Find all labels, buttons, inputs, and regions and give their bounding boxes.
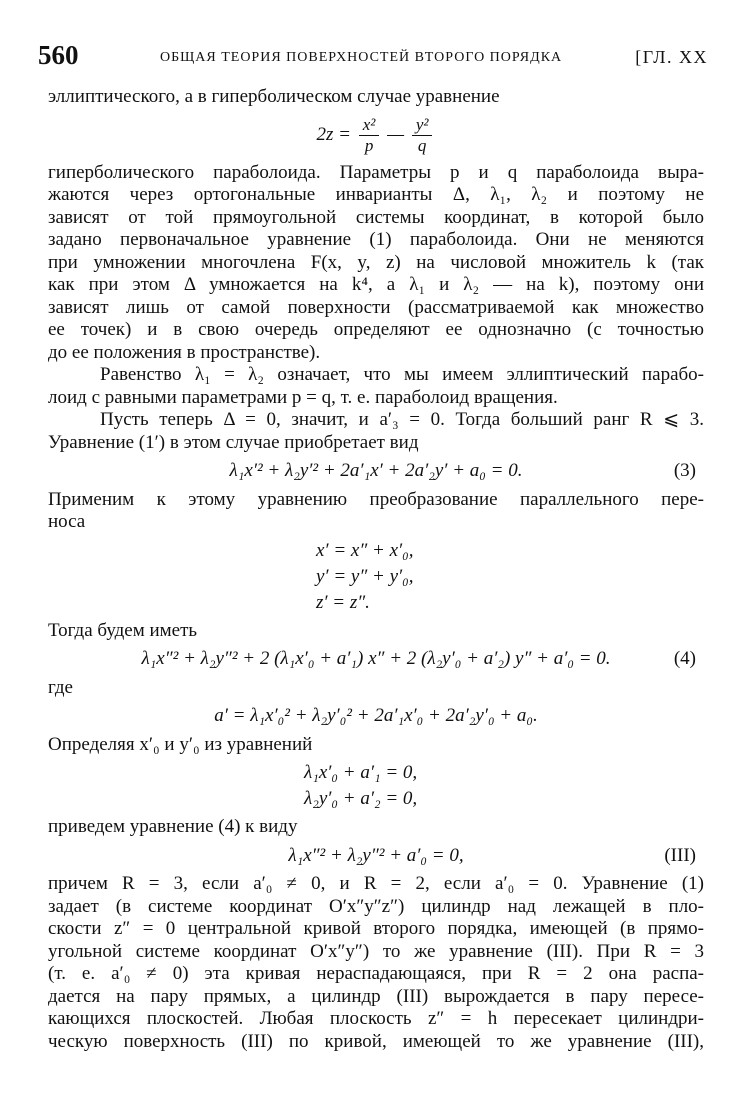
text-line: дается на пару прямых, а цилиндр (III) вырождается в пару пересе- [48,985,704,1007]
eq-lhs: 2z = [316,123,351,145]
fraction-denominator: q [417,135,427,155]
transfer-equations [316,538,414,616]
paragraph-3 [48,364,704,409]
paragraph-4 [48,409,704,454]
paragraph-8: Определяя x′₀ и y′₀ из уравнений [48,733,313,755]
paragraph-6: Тогда будем иметь [48,619,198,641]
text-line: до ее положения в пространстве). [48,341,321,363]
text-line: зависят лишь от самой поверхности (рассматриваемой как множество [48,296,704,318]
equation-number: (3) [673,460,696,481]
text-line: причем R = 3, если a′₀ ≠ 0, и R = 2, если a′₀ = 0. Уравнение (1) [48,873,704,894]
system-eq-1: λ₁x′₀ + a′₁ = 0, [304,762,418,783]
text-line: ее точек) и в свою очередь определяют ее однозначно (с точностью [48,319,704,340]
transfer-z: z′ = z″. [316,591,370,613]
eq-minus: — [387,123,405,145]
text-line: Применим к этому уравнению преобразование параллельного пере- [48,488,704,510]
equation-4 [48,648,704,671]
text-line: задано первоначальное уравнение (1) параболоида. Они не меняются [48,229,704,250]
text-line: угольной системе координат O′x″y″) то же уравнение (III). При R = 3 [48,940,704,962]
fraction-y [412,115,433,156]
text-line: кающихся плоскостей. Любая плоскость z″ = h пересекает цилиндри- [48,1008,704,1029]
paragraph-2 [48,162,704,365]
fraction-numerator: y² [412,115,433,136]
page-header [38,40,708,80]
text-line: Пусть теперь Δ = 0, значит, и a′₃ = 0. Тогда больший ранг R ⩽ 3. [100,409,704,430]
equation-number: (4) [673,648,696,669]
text-line: как при этом Δ умножается на k⁴, а λ₁ и λ₂ — на k), поэтому они [48,274,704,295]
text-line: жаются через ортогональные инварианты Δ, λ₁, λ₂ и поэтому не [48,184,704,205]
text-line: ческую поверхность (III) по кривой, имеющей то же уравнение (III), [48,1030,704,1052]
transfer-y: y′ = y″ + y′₀, [316,565,414,587]
fraction-x [359,115,380,156]
equation-hyperbolic-paraboloid [48,115,704,156]
text-line: зависят от той прямоугольной системы координат, в которой было [48,206,704,228]
equation-a-prime: a′ = λ₁x′₀² + λ₂y′₀² + 2a′₁x′₀ + 2a′₂y′₀ + a₀. [214,705,538,726]
paragraph-10 [48,873,704,1053]
text-line: лоид с равными параметрами p = q, т. е. параболоид вращения. [48,386,558,408]
chapter-label: [ГЛ. XX [635,47,708,67]
text-line: Равенство λ₁ = λ₂ означает, что мы имеем эллиптический парабо- [100,364,704,385]
fraction-denominator: p [364,135,374,155]
paragraph-9: приведем уравнение (4) к виду [48,816,298,837]
paragraph-5 [48,489,704,534]
text-line: скости z″ = 0 центральной кривой второго порядка, имеющей (в прямо- [48,918,704,939]
text-line: при умножении многочлена F(x, y, z) на числовой множитель k (так [48,251,704,273]
equation-III [48,845,704,868]
text-line: гиперболического параболоида. Параметры p и q параболоида выра- [48,161,704,183]
transfer-x: x′ = x″ + x′₀, [316,539,414,561]
fraction-numerator: x² [359,115,380,136]
equation-body: λ₁x′² + λ₂y′² + 2a′₁x′ + 2a′₂y′ + a₀ = 0. [229,460,523,481]
page-body [48,86,704,1053]
text-line: Уравнение (1′) в этом случае приобретает вид [48,431,419,453]
equation-number: (III) [664,844,696,866]
text-line: носа [48,511,86,532]
running-title: ОБЩАЯ ТЕОРИЯ ПОВЕРХНОСТЕЙ ВТОРОГО ПОРЯДКА [160,50,563,65]
system-eq-2: λ₂y′₀ + a′₂ = 0, [304,788,418,809]
paragraph-1: эллиптического, а в гиперболическом случае уравнение [48,86,500,107]
paragraph-7: где [48,676,73,698]
page-number: 560 [38,40,79,70]
text-line: (т. е. a′₀ ≠ 0) эта кривая нераспадающаяся, при R = 2 она распа- [48,963,704,984]
equation-body: λ₁x″² + λ₂y″² + a′₀ = 0, [288,844,464,866]
equation-3 [48,460,704,483]
text-line: задает (в системе координат O′x″y″z″) цилиндр над лежащей в пло- [48,895,704,917]
system-of-equations [304,760,417,812]
equation-body: λ₁x″² + λ₂y″² + 2 (λ₁x′₀ + a′₁) x″ + 2 (λ₂y′₀ + a′₂) y″ + a′₀ = 0. [141,648,611,669]
